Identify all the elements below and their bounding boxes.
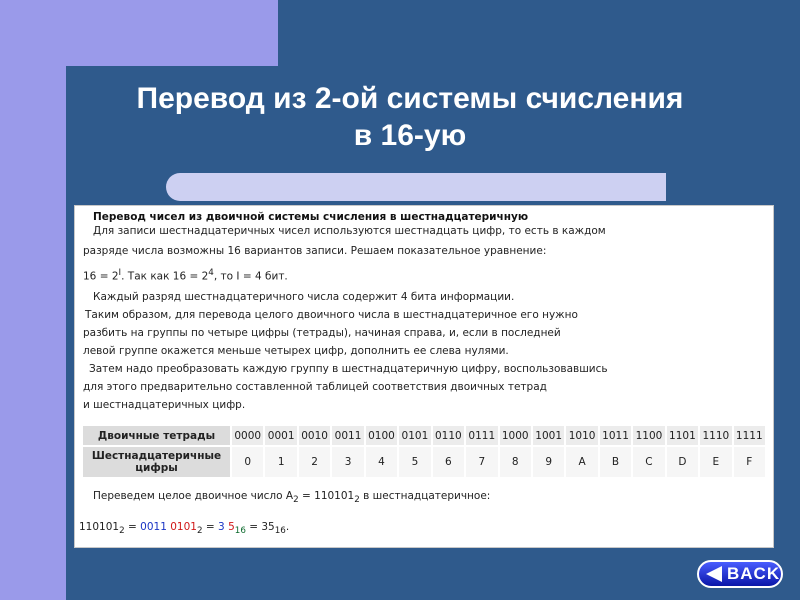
decor-divider-pill <box>166 173 666 201</box>
tetrad-cell: 0001 <box>265 426 296 445</box>
paragraph-line: и шестнадцатеричных цифр. <box>83 399 246 411</box>
content-heading: Перевод чисел из двоичной системы счисления в шестнадцатеричную <box>93 211 529 223</box>
paragraph-line: Каждый разряд шестнадцатеричного числа содержит 4 бита информации. <box>93 291 515 303</box>
back-button[interactable] <box>697 560 783 588</box>
row-header: Шестнадцатеричные цифры <box>83 447 230 477</box>
hex-cell: 9 <box>533 447 564 477</box>
hex-cell: 7 <box>466 447 497 477</box>
tetrad-cell: 0101 <box>399 426 430 445</box>
task-line: Переведем целое двоичное число $A_2 = 110101_2$ в шестнадцатеричное: <box>93 490 491 506</box>
tetrad-cell: 1000 <box>500 426 531 445</box>
paragraph-line: разбить на группы по четыре цифры (тетрады), начиная справа, и, если в последней <box>83 327 561 339</box>
hex-cell: D <box>667 447 698 477</box>
row-header: Двоичные тетрады <box>83 426 230 445</box>
paragraph-line: Затем надо преобразовать каждую группу в шестнадцатеричную цифру, воспользовавшись <box>89 363 608 375</box>
tetrad-cell: 1100 <box>633 426 664 445</box>
tetrad-cell: 0100 <box>366 426 397 445</box>
hex-cell: E <box>700 447 731 477</box>
tetrad-cell: 1011 <box>600 426 631 445</box>
hex-cell: F <box>734 447 765 477</box>
hex-cell: 1 <box>265 447 296 477</box>
result-line: $110101_2 = 0011$ $0101_2 = 3$ $5_{16} = 35_{16}$. <box>79 521 290 537</box>
paragraph-line: Таким образом, для перевода целого двоичного числа в шестнадцатеричное его нужно <box>85 309 578 321</box>
hex-cell: 3 <box>332 447 363 477</box>
tetrad-cell: 1010 <box>566 426 597 445</box>
slide-title-line2: в 16-ую <box>353 119 467 152</box>
hex-cell: 6 <box>433 447 464 477</box>
tetrad-cell: 1111 <box>734 426 765 445</box>
paragraph-line: левой группе окажется меньше четырех цифр, дополнить ее слева нулями. <box>83 345 509 357</box>
tetrad-cell: 1001 <box>533 426 564 445</box>
hex-cell: B <box>600 447 631 477</box>
arrow-left-icon <box>706 566 722 582</box>
paragraph-line: Для записи шестнадцатеричных чисел используются шестнадцать цифр, то есть в каждом <box>93 225 606 237</box>
slide-title-line1: Перевод из 2-ой системы счисления <box>136 82 684 115</box>
tetrad-cell: 0111 <box>466 426 497 445</box>
slide-title <box>70 80 750 154</box>
tetrad-table <box>81 424 767 479</box>
tetrad-cell: 0010 <box>299 426 330 445</box>
tetrad-cell: 1101 <box>667 426 698 445</box>
tetrad-cell: 0011 <box>332 426 363 445</box>
hex-cell: 2 <box>299 447 330 477</box>
tetrad-cell: 0110 <box>433 426 464 445</box>
hex-cell: A <box>566 447 597 477</box>
paragraph-line: для этого предварительно составленной таблицей соответствия двоичных тетрад <box>83 381 547 393</box>
tetrad-cell: 1110 <box>700 426 731 445</box>
decor-left-bar <box>0 0 66 600</box>
hex-cell: C <box>633 447 664 477</box>
hex-cell: 4 <box>366 447 397 477</box>
equation-line: $16 = 2^I$. Так как $16 = 2^4$, то I = 4 бит. <box>83 268 288 283</box>
tetrad-cell: 0000 <box>232 426 263 445</box>
hex-cell: 8 <box>500 447 531 477</box>
hex-cell: 0 <box>232 447 263 477</box>
hex-cell: 5 <box>399 447 430 477</box>
table-row <box>83 426 765 445</box>
back-button-label: BACK <box>727 564 781 583</box>
table-row <box>83 447 765 477</box>
paragraph-line: разряде числа возможны 16 вариантов записи. Решаем показательное уравнение: <box>83 245 547 257</box>
content-panel <box>74 205 774 548</box>
